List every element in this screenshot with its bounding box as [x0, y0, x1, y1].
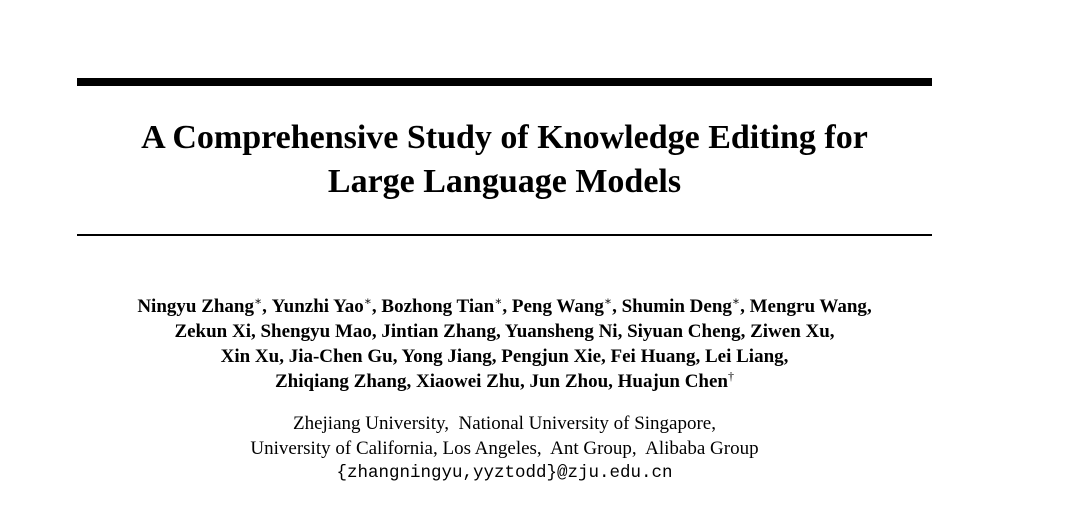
- affiliations: [77, 411, 932, 486]
- equal-contribution-mark: ∗: [603, 294, 613, 308]
- corresponding-author-mark: †: [728, 369, 734, 383]
- equal-contribution-mark: ∗: [363, 294, 372, 308]
- author-separator: ,: [612, 296, 622, 317]
- author-name: Shumin Deng: [621, 296, 732, 317]
- equal-contribution-mark: ∗: [494, 294, 503, 308]
- author-separator: ,: [502, 296, 512, 317]
- author-name: Mengru Wang: [749, 296, 867, 317]
- title-line-2: Large Language Models: [327, 163, 682, 200]
- affiliation-line-2: University of California, Los Angeles, Ant Group, Alibaba Group: [250, 438, 759, 459]
- affiliation-line-1: Zhejiang University, National University of Singapore,: [292, 413, 716, 434]
- author-line-2: Zekun Xi, Shengyu Mao, Jintian Zhang, Yuansheng Ni, Siyuan Cheng, Ziwen Xu,: [174, 321, 835, 342]
- bottom-rule: [77, 234, 932, 236]
- author-name: Ningyu Zhang: [137, 296, 255, 317]
- equal-contribution-mark: ∗: [254, 294, 263, 308]
- author-line-4-names: Zhiqiang Zhang, Xiaowei Zhu, Jun Zhou, Huajun Chen: [274, 371, 728, 392]
- author-name: Yunzhi Yao: [271, 296, 364, 317]
- author-name: Peng Wang: [511, 296, 604, 317]
- equal-contribution-mark: ∗: [731, 294, 741, 308]
- top-rule: [77, 78, 932, 86]
- contact-email: {zhangningyu,yyztodd}@zju.edu.cn: [336, 463, 673, 483]
- author-line-3: Xin Xu, Jia-Chen Gu, Yong Jiang, Pengjun Xie, Fei Huang, Lei Liang,: [220, 346, 789, 367]
- author-separator: ,: [740, 296, 750, 317]
- author-name: Bozhong Tian: [381, 296, 495, 317]
- author-separator: ,: [262, 296, 272, 317]
- author-separator: ,: [371, 296, 382, 317]
- paper-title: [77, 116, 932, 204]
- author-line-4: [77, 369, 932, 394]
- author-list: [77, 294, 932, 394]
- author-line-1: [77, 294, 932, 319]
- title-line-1: A Comprehensive Study of Knowledge Editing for: [141, 119, 868, 156]
- author-separator: ,: [866, 296, 872, 317]
